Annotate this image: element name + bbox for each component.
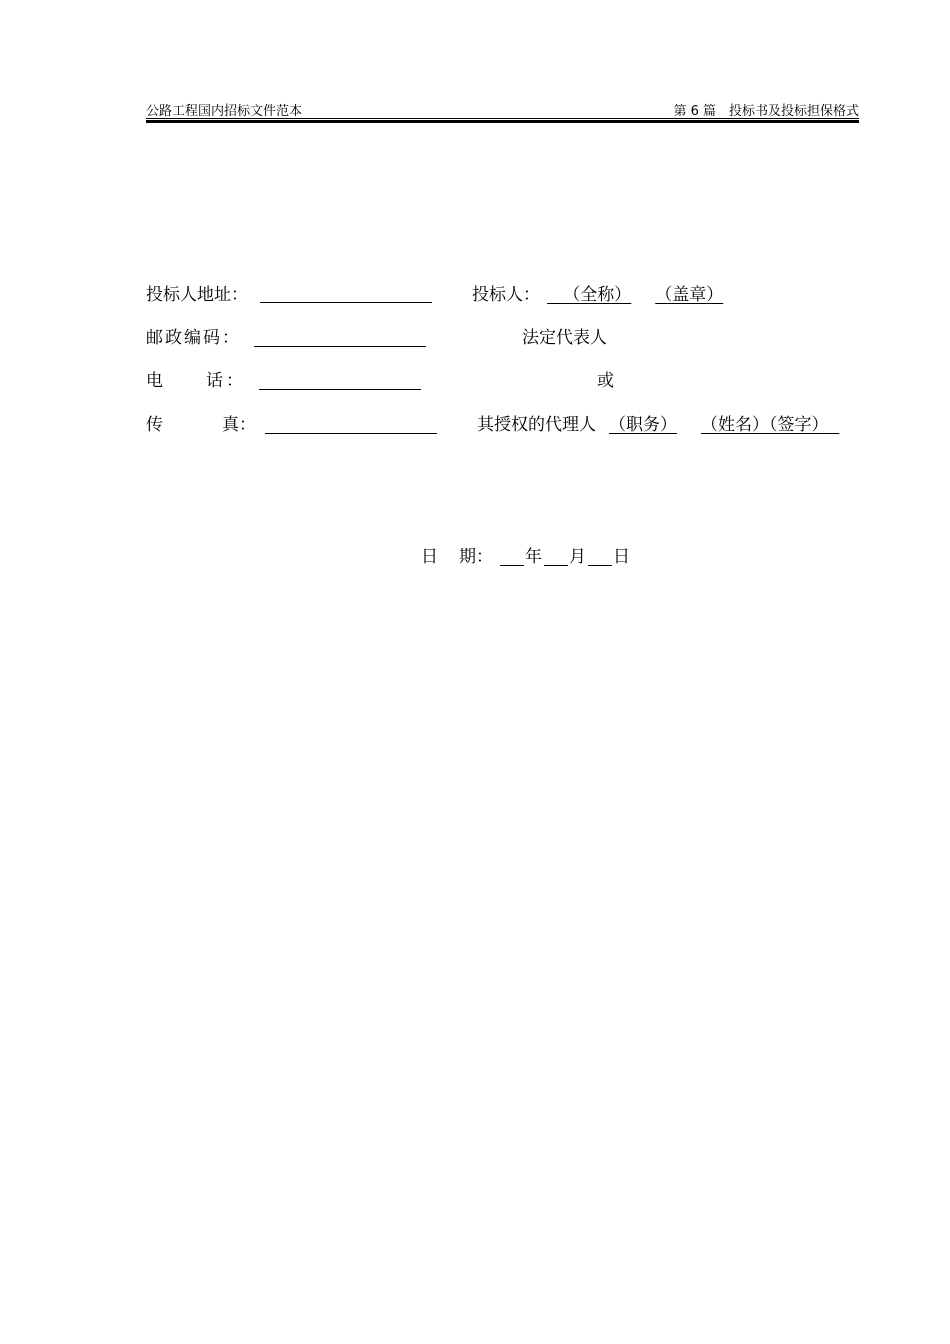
fax-label-a: 传 — [146, 415, 163, 435]
month-field[interactable] — [544, 565, 568, 566]
year-text: 年 — [525, 547, 542, 567]
agent-label: 其授权的代理人 — [477, 415, 596, 435]
phone-label-a: 电 — [146, 371, 163, 391]
page-header — [146, 100, 859, 118]
year-field[interactable] — [500, 565, 524, 566]
bidder-name-field[interactable] — [547, 285, 723, 305]
agent-title-hint: （职务） — [609, 415, 677, 435]
fax-field[interactable] — [265, 433, 437, 434]
or-text: 或 — [597, 371, 614, 391]
agent-field[interactable] — [609, 415, 839, 435]
postal-field[interactable] — [254, 346, 426, 347]
address-field[interactable] — [260, 302, 432, 303]
agent-sign-hint: （签字） — [769, 415, 829, 435]
bidder-full-hint: （全称） — [563, 285, 632, 305]
day-field[interactable] — [588, 565, 612, 566]
header-left-title: 公路工程国内招标文件范本 — [146, 104, 303, 119]
day-text: 日 — [613, 547, 630, 567]
legal-rep-label: 法定代表人 — [522, 328, 607, 348]
phone-field[interactable] — [259, 389, 421, 390]
month-text: 月 — [569, 547, 586, 567]
agent-name-hint: （姓名） — [701, 415, 769, 435]
phone-label-b: 话： — [206, 371, 246, 391]
date-label-a: 日 — [421, 547, 438, 567]
header-rule-thick — [146, 120, 859, 123]
header-rule-thin — [146, 118, 859, 119]
postal-label: 邮政编码： — [146, 328, 241, 348]
bidder-seal-hint: （盖章） — [655, 285, 724, 305]
bidder-label: 投标人： — [472, 285, 540, 305]
address-label: 投标人地址： — [146, 285, 248, 305]
date-label-b: 期： — [459, 547, 493, 567]
fax-label-b: 真： — [222, 415, 256, 435]
header-right-title: 第 6 篇 投标书及投标担保格式 — [673, 104, 859, 119]
